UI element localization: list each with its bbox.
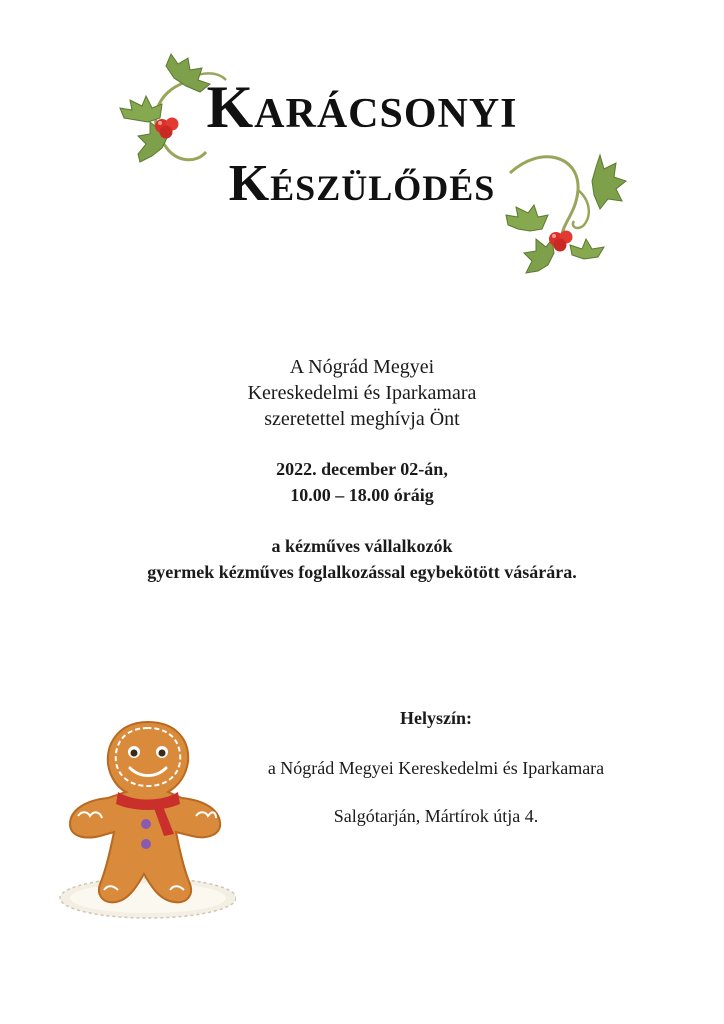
event-description-line-1: a kézműves vállalkozók [271,536,453,556]
venue-label: Helyszín: [400,708,472,728]
intro-text [62,354,662,432]
event-date [62,456,662,508]
venue-name: a Nógrád Megyei Kereskedelmi és Iparkamara [267,758,605,778]
event-description [62,533,662,585]
intro-line-2: Kereskedelmi és Iparkamara [247,382,477,404]
intro-line-1: A Nógrád Megyei [289,356,435,378]
venue-address: Salgótarján, Mártírok útja 4. [333,806,539,826]
event-description-line-2: gyermek kézműves foglalkozással egybekötött vásárára. [147,562,577,582]
event-date-line-2: 10.00 – 18.00 óráig [290,485,434,505]
page-title-line-1: Karácsonyi [206,74,518,140]
page-title-line-2: Készülődés [228,155,496,212]
event-date-line-1: 2022. december 02-án, [276,459,448,479]
gingerbread-man-illustration [56,712,236,924]
intro-line-3: szeretettel meghívja Önt [264,408,460,430]
